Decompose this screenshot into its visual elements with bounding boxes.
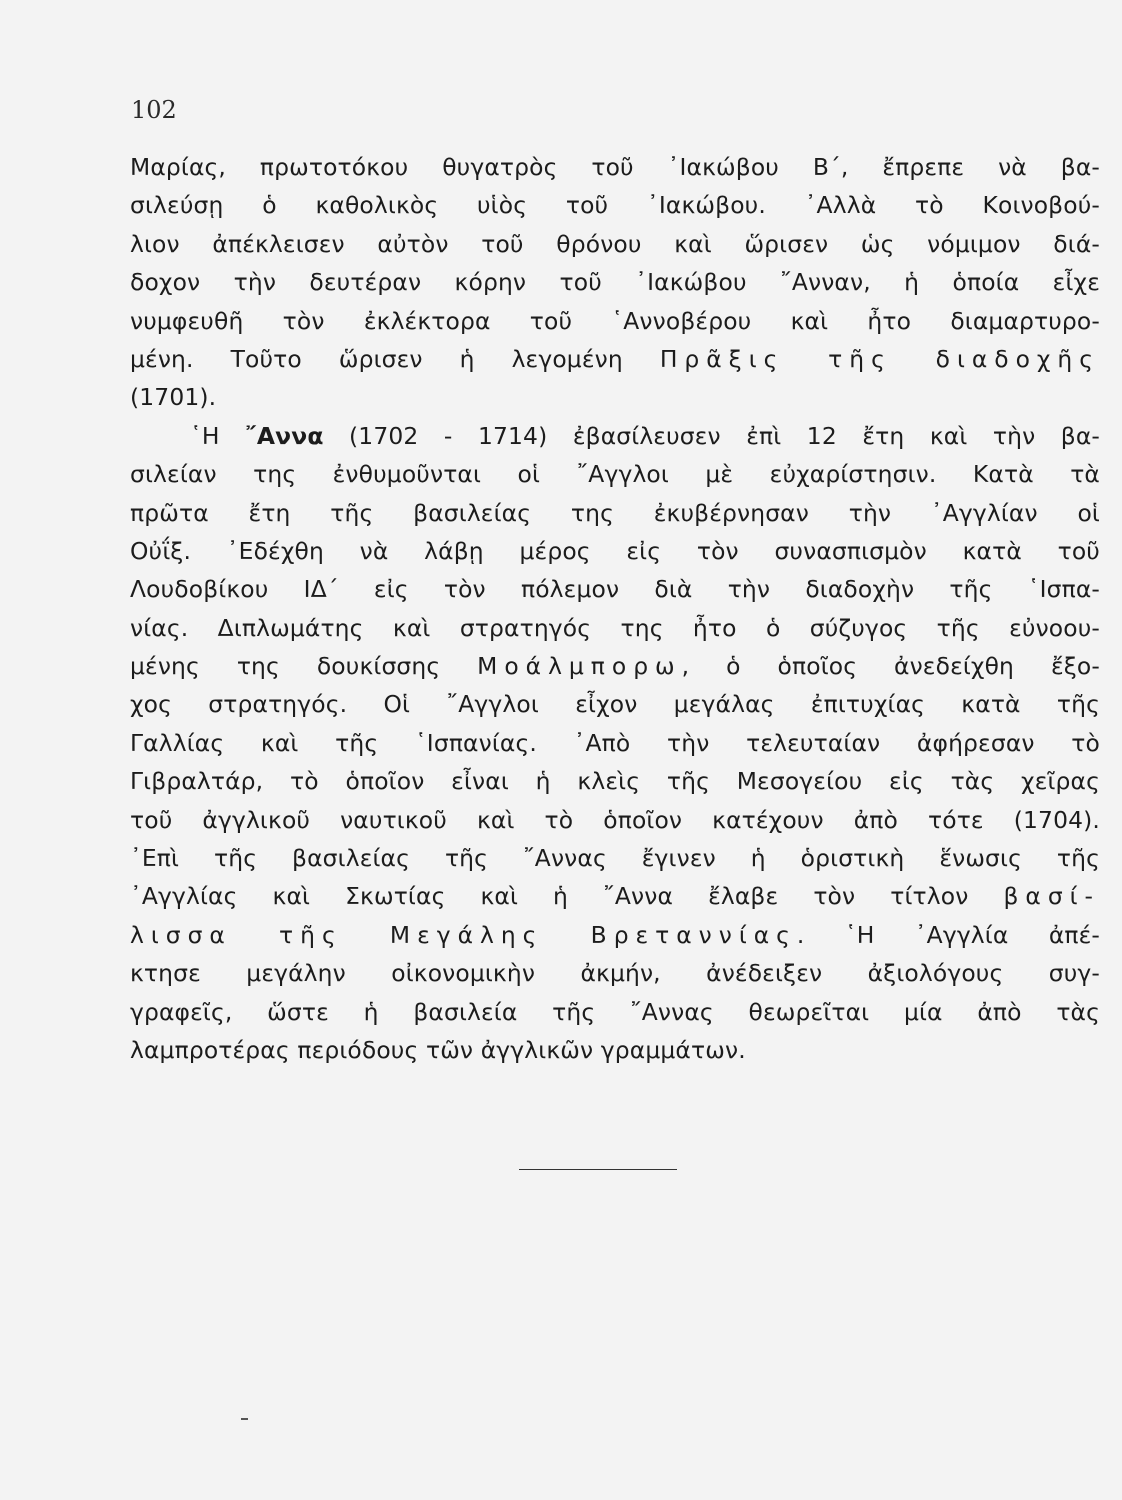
text-run: νυμφευθῆ τὸν ἐκλέκτορα τοῦ ῾Αννοβέρου καὶ ἦτο διαμαρτυρο-: [130, 306, 1100, 335]
text-run: μένης της δουκίσσης: [130, 652, 478, 681]
text-line: [130, 263, 1100, 301]
text-run: λαμπροτέρας περιόδους τῶν ἀγγλικῶν γραμμάτων.: [130, 1035, 746, 1064]
text-run: σιλεύσῃ ὁ καθολικὸς υἱὸς τοῦ ᾿Ιακώβου. ᾿Αλλὰ τὸ Κοινοβού-: [130, 191, 1100, 220]
text-run: πρῶτα ἔτη τῆς βασιλείας της ἐκυβέρνησαν τὴν ᾿Αγγλίαν οἱ: [130, 498, 1100, 527]
text-run: λιον ἀπέκλεισεν αὐτὸν τοῦ θρόνου καὶ ὥρισεν ὡς νόμιμον διά-: [130, 229, 1100, 258]
text-line: [130, 302, 1100, 340]
text-run: Γιβραλτάρ, τὸ ὁποῖον εἶναι ἡ κλεὶς τῆς Μεσογείου εἰς τὰς χεῖρας: [130, 767, 1100, 796]
text-line: [130, 724, 1100, 762]
page-number: 102: [131, 96, 177, 124]
text-line: [130, 954, 1100, 992]
text-run: ῾Η: [190, 421, 246, 450]
text-run: γραφεῖς, ὥστε ἡ βασιλεία τῆς ῎Αννας θεωρεῖται μία ἀπὸ τὰς: [130, 997, 1100, 1026]
text-line: [130, 340, 1100, 378]
text-run: Γαλλίας καὶ τῆς ῾Ισπανίας. ᾿Απὸ τὴν τελευταίαν ἀφήρεσαν τὸ: [130, 728, 1100, 757]
spaced-emphasis: Πρᾶξις τῆς διαδοχῆς: [659, 344, 1100, 373]
text-run: Μαρίας, πρωτοτόκου θυγατρὸς τοῦ ᾿Ιακώβου Β΄, ἔπρεπε νὰ βα-: [130, 153, 1100, 181]
text-line: [130, 225, 1100, 263]
text-run: . ῾Η ᾿Αγγλία ἀπέ-: [796, 920, 1101, 949]
stray-ink-mark: [241, 1418, 248, 1420]
text-line: [130, 148, 1100, 186]
text-line: [130, 877, 1100, 915]
text-line: [130, 494, 1100, 532]
spaced-emphasis: Μοάλμπορω: [477, 652, 682, 681]
body-text: [130, 148, 1100, 1069]
text-run: χος στρατηγός. Οἱ ῎Αγγλοι εἶχον μεγάλας ἐπιτυχίας κατὰ τῆς: [130, 690, 1100, 719]
text-line: [130, 609, 1100, 647]
text-line: [130, 801, 1100, 839]
text-line: [130, 532, 1100, 570]
text-run: κτησε μεγάλην οἰκονομικὴν ἀκμήν, ἀνέδειξεν ἀξιολόγους συγ-: [130, 959, 1100, 988]
text-line: [130, 762, 1100, 800]
text-run: , ὁ ὁποῖος ἀνεδείχθη ἔξο-: [681, 652, 1100, 681]
bold-name-anna: ῎Αννα: [245, 421, 324, 450]
text-run: μένη. Τοῦτο ὥρισεν ἡ λεγομένη: [130, 344, 660, 373]
text-run: (1702 - 1714) ἐβασίλευσεν ἐπὶ 12 ἔτη καὶ τὴν βα-: [323, 421, 1100, 450]
text-run: ᾿Αγγλίας καὶ Σκωτίας καὶ ἡ ῎Αννα ἔλαβε τὸν τίτλον: [130, 882, 1004, 911]
text-line: [130, 417, 1100, 455]
text-line: [130, 685, 1100, 723]
text-run: Οὐΐξ. ᾿Εδέχθη νὰ λάβῃ μέρος εἰς τὸν συνασπισμὸν κατὰ τοῦ: [130, 536, 1100, 565]
text-run: τοῦ ἀγγλικοῦ ναυτικοῦ καὶ τὸ ὁποῖον κατέχουν ἀπὸ τότε (1704).: [130, 805, 1100, 834]
text-run: Λουδοβίκου ΙΔ΄ εἰς τὸν πόλεμον διὰ τὴν διαδοχὴν τῆς ῾Ισπα-: [130, 575, 1100, 604]
text-run: δοχον τὴν δευτέραν κόρην τοῦ ᾿Ιακώβου ῎Ανναν, ἡ ὁποία εἶχε: [130, 268, 1100, 297]
spaced-emphasis: βασί-: [1003, 882, 1100, 911]
text-line: [130, 1031, 1100, 1069]
text-line: [130, 378, 1100, 416]
text-line: [130, 455, 1100, 493]
text-line: [130, 570, 1100, 608]
text-run: (1701).: [130, 383, 217, 412]
spaced-emphasis: λισσα τῆς Μεγάλης Βρεταννίας: [130, 920, 797, 949]
text-line: [130, 839, 1100, 877]
text-line: [130, 916, 1100, 954]
text-run: ᾿Επὶ τῆς βασιλείας τῆς ῎Αννας ἔγινεν ἡ ὁριστικὴ ἕνωσις τῆς: [130, 844, 1100, 873]
text-run: σιλείαν της ἐνθυμοῦνται οἱ ῎Αγγλοι μὲ εὐχαρίστησιν. Κατὰ τὰ: [130, 460, 1100, 489]
section-divider: [519, 1169, 677, 1170]
text-line: [130, 993, 1100, 1031]
text-line: [130, 186, 1100, 224]
text-line: [130, 647, 1100, 685]
text-run: νίας. Διπλωμάτης καὶ στρατηγός της ἦτο ὁ σύζυγος τῆς εὐνοου-: [130, 613, 1100, 642]
